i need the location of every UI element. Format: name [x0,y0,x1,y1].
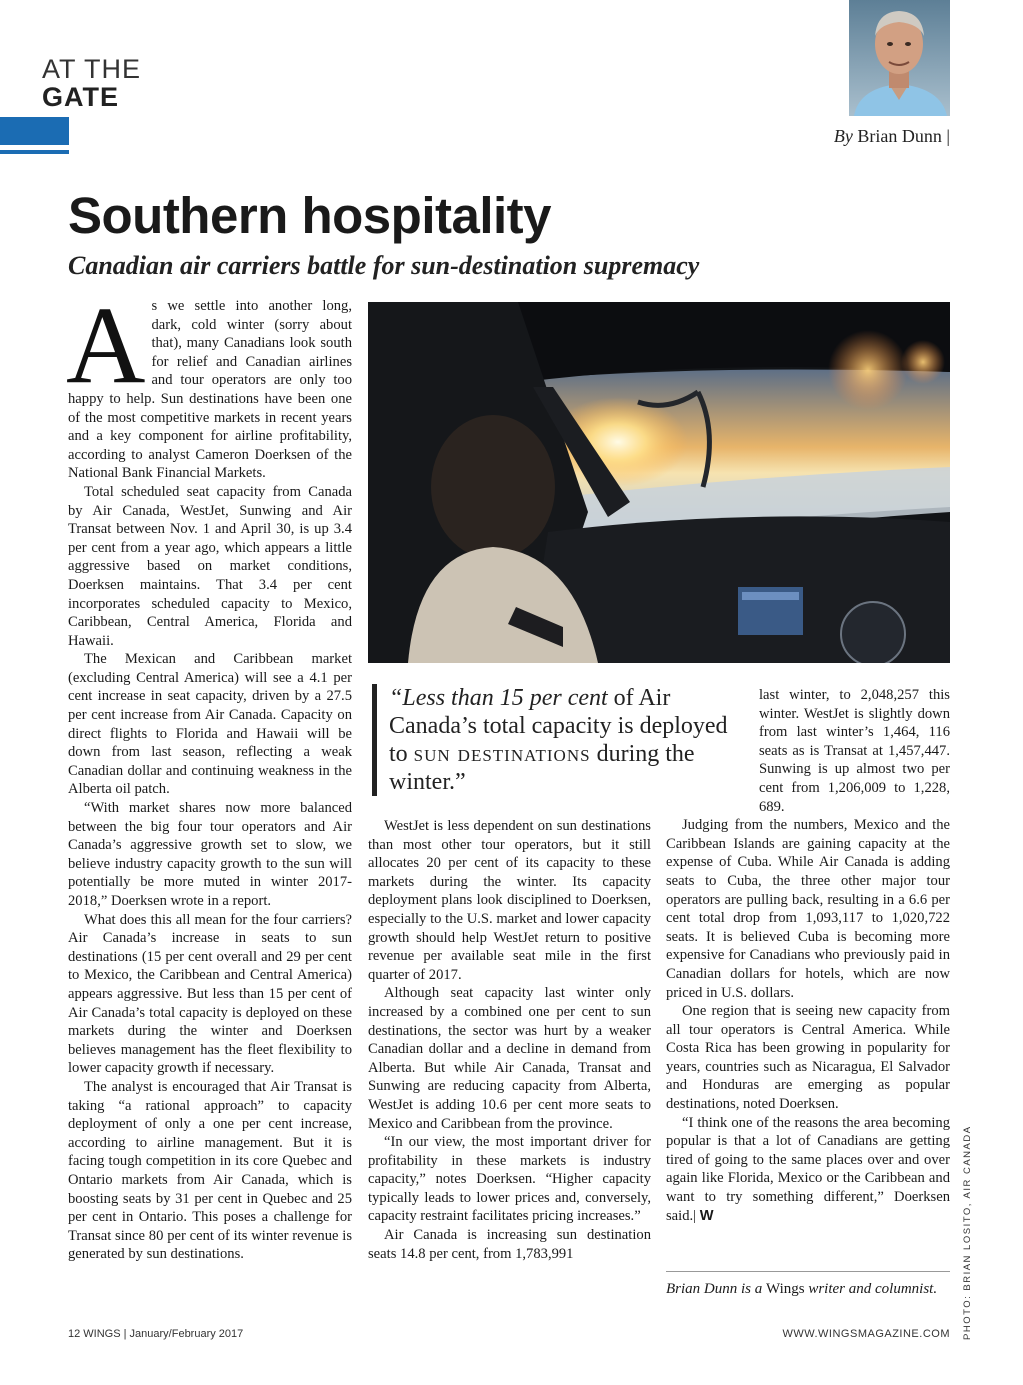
article-paragraph: Judging from the numbers, Mexico and the Caribbean Islands are gaining capacity at the expense of Cuba. While Air Canada is adding seats to Cuba, the three other major tour operators are pulling back, resulting in a 6.6 per cent total drop from 1,093,117 to 1,020,722 seats. It is believed Cuba is becoming more expensive for Canadians who previously paid in Canadian dollars for hotels, which are now priced in U.S. dollars. [666,817,950,1001]
author-portrait-image [849,0,950,116]
article-paragraph: Air Canada is increasing sun destination seats 14.8 per cent, from 1,783,991 [368,1227,651,1262]
article-paragraph: last winter, to 2,048,257 this winter. WestJet is slightly down from last winter’s 1,464, 116 seats as is Transat at 1,457,447. Sunwing is up almost two per cent from 1,206,009 to 1,228, 689. [759,687,950,815]
article-paragraph: WestJet is less dependent on sun destinations than most other tour operators, but it still allocates 20 per cent of its capacity to these markets during the winter. Its capacity deployment plans look disciplined to Doerksen, especially to the U.S. market and lower capacity growth should help WestJet return to positive revenue per available seat mile in the first quarter of 2017. [368,818,651,983]
article-paragraph: Although seat capacity last winter only increased by a combined one per cent to sun destinations, the sector was hurt by a weaker Canadian dollar and a decline in demand from Alberta. But while Air Canada, Transat and Sunwing are reducing capacity from Alberta, WestJet is adding 10.6 per cent more seats to Mexico and Caribbean from the province. [368,985,651,1132]
photo-credit: PHOTO: BRIAN LOSITO, AIR CANADA [962,1125,973,1340]
article-paragraph: One region that is seeing new capacity from all tour operators is Central America. While Costa Rica has been growing in popularity for years, countries such as Nicaragua, El Salvador and Honduras are emerging as popular destinations, noted Doerksen. [666,1003,950,1113]
cockpit-sunset-image [368,302,950,663]
pull-quote-emphasis: sun destinations [413,741,591,767]
pull-quote-lead: “Less than 15 per cent [389,685,608,711]
cockpit-photo [368,302,950,663]
article-paragraph: The Mexican and Caribbean market (excluding Central America) will see a 4.1 per cent increase in seat capacity, driven by a 27.5 per cent increase from Air Canada. Capacity on direct flights to Florida and Hawaii will be down from last season, reflecting a weak Canadian dollar and continuing weakness in the Alberta oil patch. [68,651,352,798]
dropcap: A [66,284,146,406]
section-accent-line [0,150,69,154]
article-paragraph: “In our view, the most important driver for profitability in these markets is industry capacity,” notes Doerksen. “Higher capacity typically leads to lower prices and, conversely, capacity restraint facilitates pricing increases.” [368,1134,651,1225]
article-paragraph: Total scheduled seat capacity from Canada by Air Canada, WestJet, Sunwing and Air Transat between Nov. 1 and April 30, is up 3.4 per cent from a year ago, which appears a little aggressive based on market conditions, Doerksen maintains. That 3.4 per cent incorporates scheduled capacity to Mexico, Caribbean, Central America, Florida and Hawaii. [68,483,352,649]
page-footer-website: WWW.WINGSMAGAZINE.COM [782,1328,950,1340]
article-column-1 [66,284,352,1264]
page-footer-folio: 12 WINGS | January/February 2017 [68,1328,244,1340]
headline: Southern hospitality [68,187,552,244]
magazine-name: Wings [766,1281,805,1297]
article-paragraph: “I think one of the reasons the area becoming popular is that a lot of Canadians are getting tired of going to the same places over and over again like Florida, Mexico or the Caribbean and want to try something different,” Doerksen said.| W [666,1114,950,1224]
section-label-line1: AT THE [42,54,142,84]
article-paragraph: “With market shares now more balanced between the big four tour operators and Air Canada’s aggressive growth set to slow, we believe industry capacity growth to the sun will potentially be more muted in winter 2017-2018,” Doerksen wrote in a report. [68,800,352,909]
article-paragraph: As we settle into another long, dark, cold winter (sorry about that), many Canadians look south for relief and Canadian airlines and tour operators are only too happy to help. Sun destinations have been one of the most competitive markets in recent years and a key component for airline profitability, according to analyst Cameron Doerksen of the National Bank Financial Markets. [66,284,352,482]
pull-quote-text: of Air Canada’s total capacity is deployed to [389,685,728,767]
article-paragraph: The analyst is encouraged that Air Transat is taking “a rational approach” to capacity deployment of only a one per cent increase, according to airline management. But it is facing tough competition in its core Quebec and Ontario markets from Air Canada, which is boosting seats by 31 per cent in Quebec and 25 per cent in Ontario. This poses a challenge for Transat since 80 per cent of its winter revenue is generated by sun destinations. [68,1078,352,1263]
end-mark: W [699,1207,714,1224]
article-column-2 [368,817,651,1263]
author-bio: Brian Dunn is a Wings writer and columnist. [666,1281,938,1297]
byline-prefix: By [833,126,853,146]
section-label [42,56,141,111]
author-photo [849,0,950,116]
section-accent-bar [0,117,69,145]
section-label-line2: GATE [42,82,119,112]
pull-quote-ending: during the winter.” [389,741,695,795]
article-paragraph: What does this all mean for the four carriers? Air Canada’s increase in seats to sun destinations (15 per cent overall and 29 per cent to Mexico, the Caribbean and Central America) appears aggressive. But less than 15 per cent of Air Canada’s total capacity is deployed on these markets during the winter and Doerksen believes management has the fleet flexibility to lower capacity growth if necessary. [68,911,352,1077]
bio-divider [666,1271,950,1272]
byline [834,126,950,147]
deck: Canadian air carriers battle for sun-destination supremacy [68,251,700,280]
byline-author: Brian Dunn | [857,126,950,146]
article-column-3 [666,686,950,1225]
